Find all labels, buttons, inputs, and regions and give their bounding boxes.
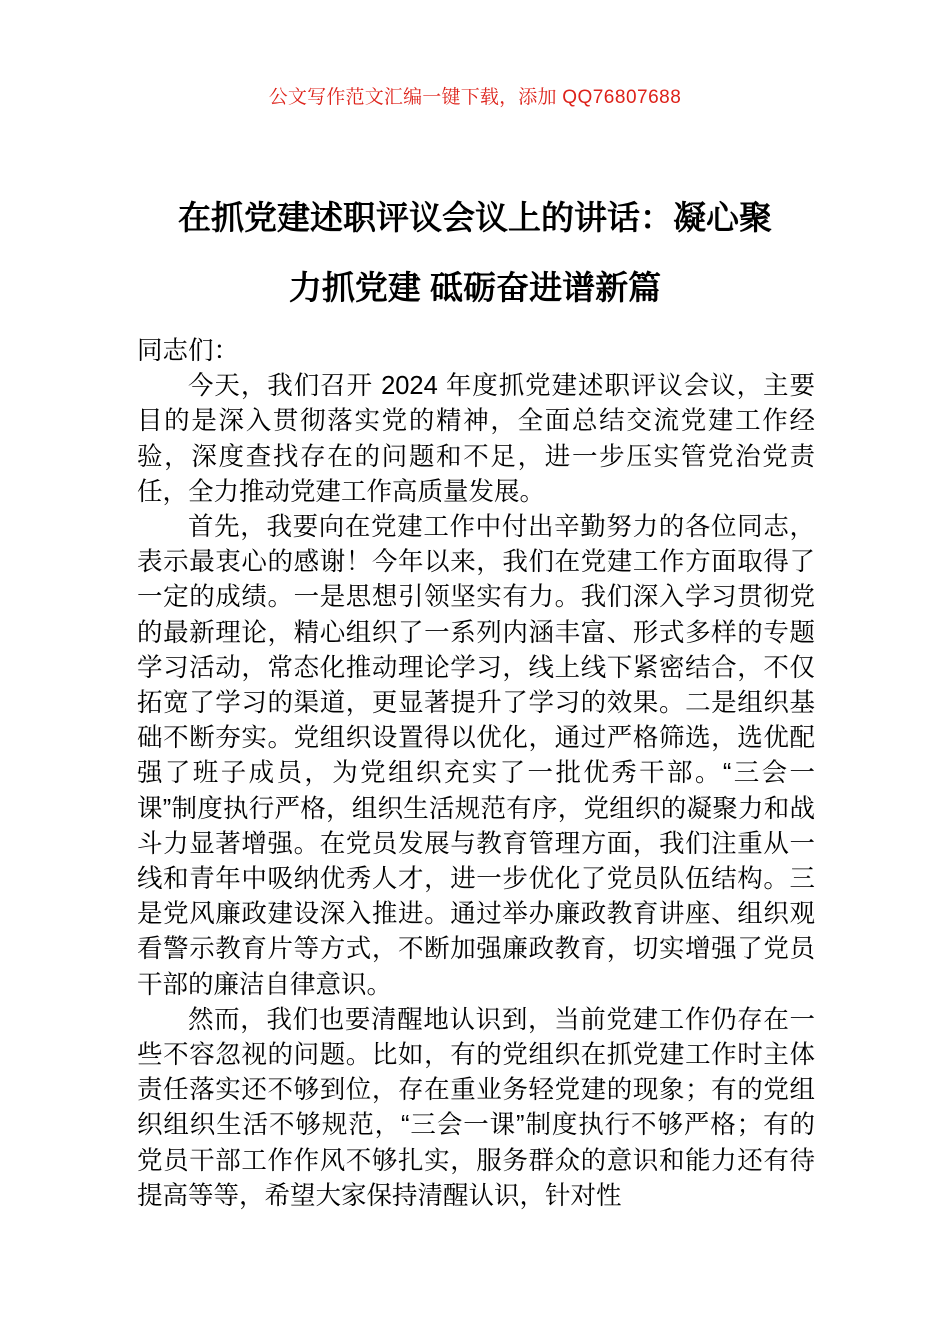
promo-banner-qq: QQ76807688 xyxy=(562,87,682,108)
page-title-line-2: 力抓党建 砥砺奋进谱新篇 xyxy=(288,269,662,306)
page-title-line-1: 在抓党建述职评议会议上的讲话：凝心聚 xyxy=(178,199,772,236)
salutation: 同志们： xyxy=(137,337,240,365)
body-paragraph-1: 今天，我们召开 2024 年度抓党建述职评议会议，主要目的是深入贯彻落实党的精神，全面总结交流党建工作经验，深度查找存在的问题和不足，进一步压实管党治党责任，全力推动党建工作高质量发展。 xyxy=(137,372,815,506)
page-title xyxy=(137,183,813,323)
document-body xyxy=(137,334,815,1214)
promo-banner-text: 公文写作范文汇编一键下载，添加 xyxy=(268,87,563,108)
body-paragraph-3: 然而，我们也要清醒地认识到，当前党建工作仍存在一些不容忽视的问题。比如，有的党组织在抓党建工作时主体责任落实还不够到位，存在重业务轻党建的现象；有的党组织组织生活不够规范，“三会一课”制度执行不够严格；有的党员干部工作作风不够扎实，服务群众的意识和能力还有待提高等等，希望大家保持清醒认识，针对性 xyxy=(137,1005,815,1210)
body-paragraph-2: 首先，我要向在党建工作中付出辛勤努力的各位同志，表示最衷心的感谢！今年以来，我们在党建工作方面取得了一定的成绩。一是思想引领坚实有力。我们深入学习贯彻党的最新理论，精心组织了一系列内涵丰富、形式多样的专题学习活动，常态化推动理论学习，线上线下紧密结合，不仅拓宽了学习的渠道，更显著提升了学习的效果。二是组织基础不断夯实。党组织设置得以优化，通过严格筛选，选优配强了班子成员，为党组织充实了一批优秀干部。“三会一课”制度执行严格，组织生活规范有序，党组织的凝聚力和战斗力显著增强。在党员发展与教育管理方面，我们注重从一线和青年中吸纳优秀人才，进一步优化了党员队伍结构。三是党风廉政建设深入推进。通过举办廉政教育讲座、组织观看警示教育片等方式，不断加强廉政教育，切实增强了党员干部的廉洁自律意识。 xyxy=(137,513,815,999)
promo-watermark-banner xyxy=(0,82,950,109)
